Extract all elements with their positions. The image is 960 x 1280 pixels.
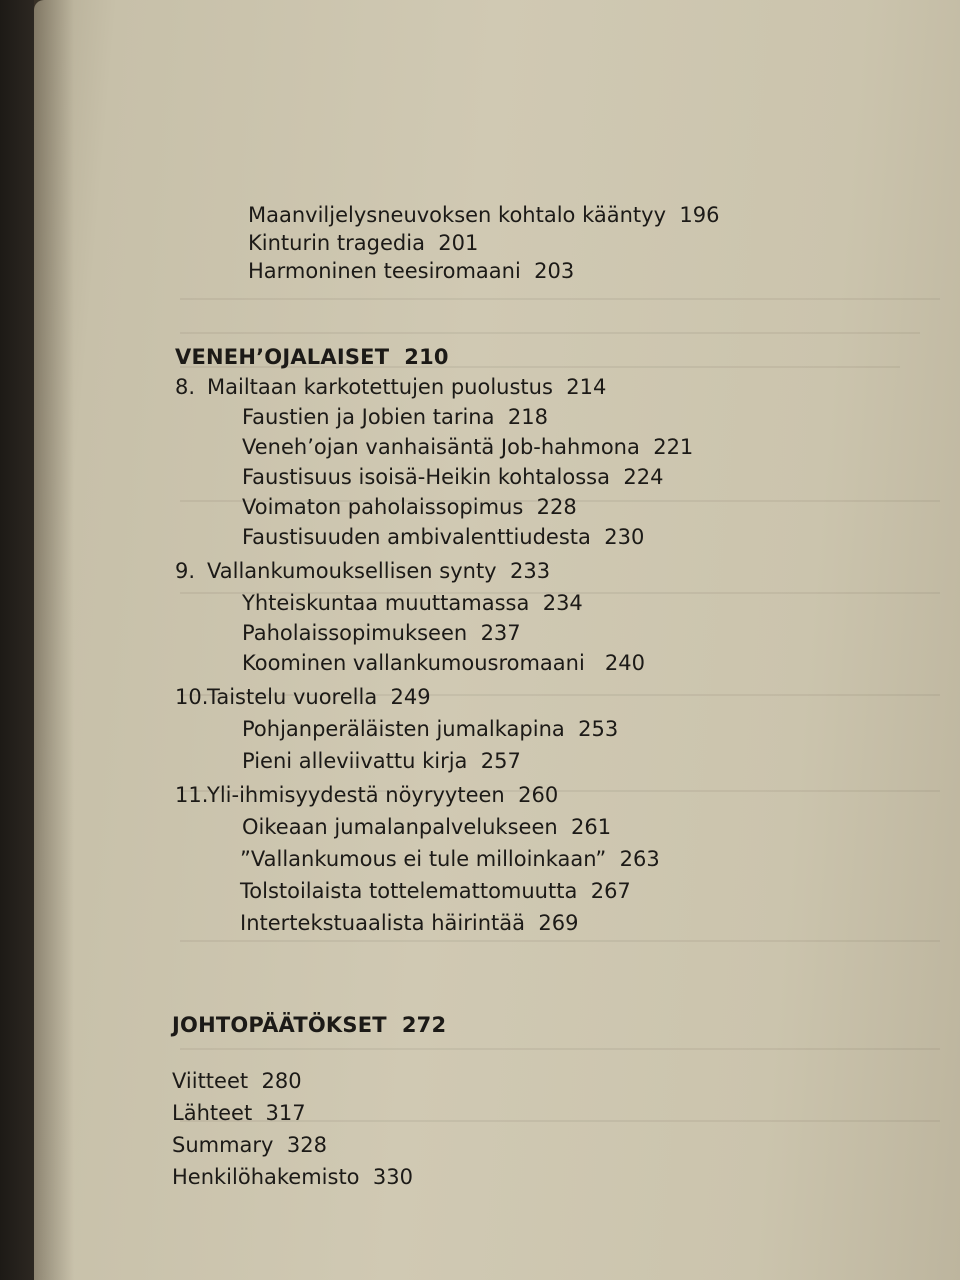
toc-page-number: 267 bbox=[590, 879, 631, 903]
toc-page-number: 272 bbox=[401, 1013, 447, 1037]
toc-entry-title: Faustisuuden ambivalenttiudesta bbox=[242, 525, 591, 549]
toc-chapter-number: 11. bbox=[175, 783, 209, 807]
toc-subentry bbox=[240, 846, 660, 872]
toc-entry-title: Pieni alleviivattu kirja bbox=[242, 749, 468, 773]
toc-subentry bbox=[242, 494, 577, 520]
toc-subentry bbox=[242, 590, 583, 616]
toc-page-number: 317 bbox=[265, 1101, 306, 1125]
toc-page-number: 203 bbox=[534, 259, 575, 283]
toc-page-number: 280 bbox=[261, 1069, 302, 1093]
toc-page-number: 214 bbox=[566, 375, 607, 399]
toc-page-number: 233 bbox=[509, 559, 551, 583]
toc-page-number: 210 bbox=[404, 345, 449, 369]
toc-entry-title: Vallankumouksellisen synty bbox=[207, 559, 497, 583]
toc-page-number: 201 bbox=[438, 231, 479, 255]
toc-entry-title: Kinturin tragedia bbox=[248, 231, 425, 255]
toc-entry-title: Yhteiskuntaa muuttamassa bbox=[242, 591, 530, 615]
toc-page-number: 249 bbox=[390, 685, 431, 709]
toc-subentry bbox=[240, 878, 631, 904]
toc-entry-title: JOHTOPÄÄTÖKSET bbox=[172, 1013, 387, 1037]
toc-entry-title: Oikeaan jumalanpalvelukseen bbox=[242, 815, 558, 839]
toc-entry-title: Intertekstuaalista häirintää bbox=[240, 911, 525, 935]
toc-entry-title: Harmoninen teesiromaani bbox=[248, 259, 521, 283]
toc-entry-title: Faustisuus isoisä-Heikin kohtalossa bbox=[242, 465, 610, 489]
toc-entry-title: Henkilöhakemisto bbox=[172, 1165, 360, 1189]
toc-entry-title: Mailtaan karkotettujen puolustus bbox=[207, 375, 553, 399]
toc-back-matter-entry bbox=[172, 1068, 302, 1094]
toc-back-matter-entry bbox=[172, 1132, 327, 1158]
toc-subentry bbox=[240, 910, 578, 936]
toc-page-number: 257 bbox=[480, 749, 521, 773]
toc-chapter bbox=[175, 684, 431, 710]
toc-subentry bbox=[242, 524, 644, 550]
toc-chapter-number: 9. bbox=[175, 559, 196, 583]
toc-subentry bbox=[242, 650, 645, 676]
toc-back-matter-entry bbox=[172, 1164, 413, 1190]
toc-entry-title: Pohjanperäläisten jumalkapina bbox=[242, 717, 565, 741]
toc-entry-title: Paholaissopimukseen bbox=[242, 621, 468, 645]
toc-chapter-number: 10. bbox=[175, 685, 209, 709]
toc-chapter bbox=[175, 558, 550, 584]
toc-page-number: 196 bbox=[679, 203, 720, 227]
toc-subentry bbox=[248, 202, 719, 228]
toc-entry-title: VENEH’OJALAISET bbox=[175, 345, 390, 369]
toc-entry-title: Yli-ihmisyydestä nöyryyteen bbox=[207, 783, 505, 807]
toc-page-number: 263 bbox=[619, 847, 660, 871]
toc-entry-title: Summary bbox=[172, 1133, 274, 1157]
toc-page-number: 253 bbox=[578, 717, 619, 741]
toc-entry-title: Viitteet bbox=[172, 1069, 249, 1093]
toc-entry-title: Koominen vallankumousromaani bbox=[242, 651, 585, 675]
toc-subentry bbox=[242, 620, 521, 646]
toc-entry-title: Maanviljelysneuvoksen kohtalo kääntyy bbox=[248, 203, 667, 227]
toc-page-number: 234 bbox=[542, 591, 583, 615]
toc-entry-title: Tolstoilaista tottelemattomuutta bbox=[240, 879, 578, 903]
toc-page-number: 328 bbox=[286, 1133, 327, 1157]
toc-subentry bbox=[248, 258, 574, 284]
toc-subentry bbox=[242, 716, 618, 742]
toc-entry-title: Lähteet bbox=[172, 1101, 253, 1125]
toc-back-matter-entry bbox=[172, 1100, 306, 1126]
toc-page-number: 330 bbox=[372, 1165, 413, 1189]
toc-chapter bbox=[175, 374, 606, 400]
toc-part-heading bbox=[175, 344, 449, 370]
toc-page-number: 237 bbox=[480, 621, 521, 645]
toc-page-number: 261 bbox=[571, 815, 612, 839]
toc-entry-title: Veneh’ojan vanhaisäntä Job-hahmona bbox=[242, 435, 640, 459]
toc-page-number: 260 bbox=[518, 783, 559, 807]
toc-page-number: 224 bbox=[623, 465, 664, 489]
toc-page-number: 221 bbox=[653, 435, 694, 459]
toc-page-number: 218 bbox=[507, 405, 548, 429]
toc-page-number: 230 bbox=[604, 525, 645, 549]
toc-entry-title: Faustien ja Jobien tarina bbox=[242, 405, 495, 429]
toc-subentry bbox=[242, 814, 611, 840]
toc-entry-title: Voimaton paholaissopimus bbox=[242, 495, 524, 519]
toc-subentry bbox=[242, 748, 521, 774]
toc-page-number: 240 bbox=[604, 651, 645, 675]
toc-subentry bbox=[242, 404, 548, 430]
toc-part-heading bbox=[172, 1012, 446, 1038]
toc-entry-title: Taistelu vuorella bbox=[207, 685, 378, 709]
toc-entry-title: ”Vallankumous ei tule milloinkaan” bbox=[240, 847, 607, 871]
toc-subentry bbox=[248, 230, 478, 256]
toc-chapter bbox=[175, 782, 558, 808]
toc-chapter-number: 8. bbox=[175, 375, 196, 399]
toc-subentry bbox=[242, 434, 693, 460]
toc-page-number: 269 bbox=[538, 911, 579, 935]
toc-subentry bbox=[242, 464, 663, 490]
toc-page-number: 228 bbox=[536, 495, 577, 519]
